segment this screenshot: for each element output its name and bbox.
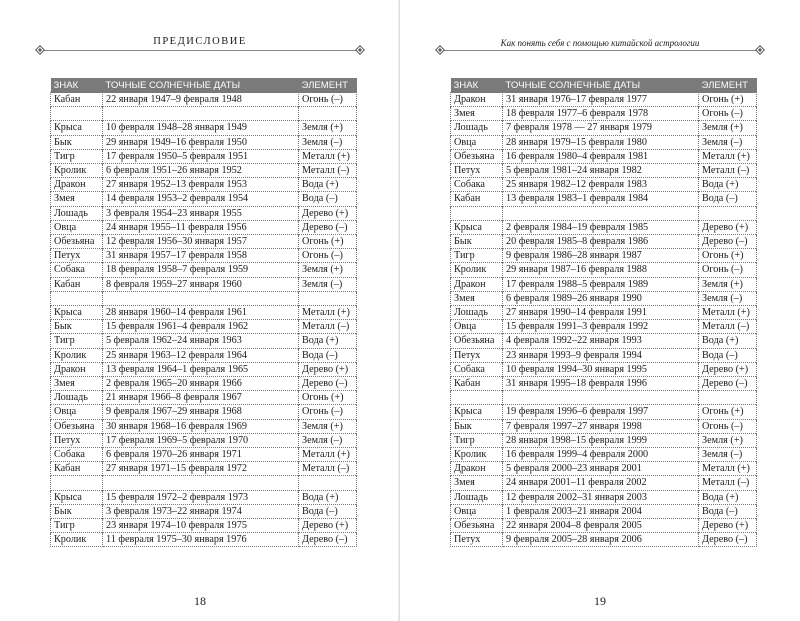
- sign-cell: [51, 291, 103, 305]
- element-cell: Огонь (–): [299, 405, 357, 419]
- dates-cell: 27 января 1990–14 февраля 1991: [503, 306, 699, 320]
- page-number: 19: [594, 594, 606, 608]
- dates-cell: 23 января 1993–9 февраля 1994: [503, 348, 699, 362]
- element-cell: Земля (+): [699, 433, 757, 447]
- dates-cell: 14 февраля 1953–2 февраля 1954: [103, 192, 299, 206]
- sign-cell: Тигр: [51, 334, 103, 348]
- table-row: [51, 192, 357, 206]
- table-row: [51, 448, 357, 462]
- element-cell: Дерево (+): [299, 206, 357, 220]
- dates-cell: 6 февраля 1989–26 января 1990: [503, 291, 699, 305]
- table-row: [51, 391, 357, 405]
- dates-cell: 15 февраля 1991–3 февраля 1992: [503, 320, 699, 334]
- sign-cell: Овца: [51, 405, 103, 419]
- table-row: [451, 377, 757, 391]
- element-cell: Огонь (–): [299, 249, 357, 263]
- element-cell: Огонь (+): [699, 405, 757, 419]
- dates-cell: 24 января 1955–11 февраля 1956: [103, 220, 299, 234]
- dates-cell: 10 февраля 1948–28 января 1949: [103, 121, 299, 135]
- element-cell: Огонь (+): [299, 391, 357, 405]
- table-row: [51, 306, 357, 320]
- element-cell: Огонь (+): [299, 235, 357, 249]
- sign-cell: Лошадь: [451, 490, 503, 504]
- sign-cell: Петух: [451, 348, 503, 362]
- dates-cell: 15 февраля 1961–4 февраля 1962: [103, 320, 299, 334]
- sign-cell: Петух: [51, 433, 103, 447]
- sign-cell: Собака: [451, 362, 503, 376]
- table-row: [451, 263, 757, 277]
- dates-cell: 25 января 1982–12 февраля 1983: [503, 178, 699, 192]
- dates-cell: 10 февраля 1994–30 января 1995: [503, 362, 699, 376]
- table-row: [451, 220, 757, 234]
- element-cell: Земля (–): [299, 433, 357, 447]
- dates-cell: [503, 206, 699, 220]
- header-sign: ЗНАК: [451, 78, 503, 93]
- sign-cell: Обезьяна: [451, 334, 503, 348]
- element-cell: Вода (+): [299, 334, 357, 348]
- table-row: [51, 490, 357, 504]
- sign-cell: Тигр: [51, 519, 103, 533]
- dates-cell: 6 февраля 1951–26 января 1952: [103, 164, 299, 178]
- sign-cell: Лошадь: [451, 306, 503, 320]
- sign-cell: Змея: [451, 107, 503, 121]
- element-cell: Вода (+): [299, 490, 357, 504]
- spacer-row: [51, 107, 357, 121]
- element-cell: Вода (–): [699, 348, 757, 362]
- table-header-row: [51, 78, 357, 93]
- sign-cell: Змея: [51, 377, 103, 391]
- dates-cell: 18 февраля 1977–6 февраля 1978: [503, 107, 699, 121]
- dates-cell: 12 февраля 1956–30 января 1957: [103, 235, 299, 249]
- table-row: [451, 235, 757, 249]
- dates-cell: 27 января 1971–15 февраля 1972: [103, 462, 299, 476]
- sign-cell: Дракон: [451, 277, 503, 291]
- sign-cell: Собака: [451, 178, 503, 192]
- header-element: ЭЛЕМЕНТ: [699, 78, 757, 93]
- sign-cell: Кабан: [451, 377, 503, 391]
- spacer-row: [51, 291, 357, 305]
- dates-cell: 25 января 1963–12 февраля 1964: [103, 348, 299, 362]
- running-head-title: Как понять себя с помощью китайской астрологии: [436, 38, 764, 48]
- table-row: [51, 220, 357, 234]
- sign-cell: Петух: [451, 533, 503, 547]
- spacer-row: [51, 476, 357, 490]
- table-row: [451, 533, 757, 547]
- sign-cell: Кролик: [51, 533, 103, 547]
- dates-cell: 12 февраля 2002–31 января 2003: [503, 490, 699, 504]
- dates-cell: [503, 391, 699, 405]
- table-row: [451, 476, 757, 490]
- element-cell: Вода (+): [699, 178, 757, 192]
- dates-cell: 17 февраля 1988–5 февраля 1989: [503, 277, 699, 291]
- table-row: [51, 164, 357, 178]
- header-dates: ТОЧНЫЕ СОЛНЕЧНЫЕ ДАТЫ: [103, 78, 299, 93]
- table-row: [451, 348, 757, 362]
- sign-cell: Дракон: [451, 93, 503, 107]
- element-cell: Земля (+): [299, 419, 357, 433]
- dates-cell: 8 февраля 1959–27 января 1960: [103, 277, 299, 291]
- element-cell: Металл (–): [699, 476, 757, 490]
- dates-cell: 1 февраля 2003–21 января 2004: [503, 504, 699, 518]
- dates-cell: 16 февраля 1999–4 февраля 2000: [503, 448, 699, 462]
- dates-cell: 2 февраля 1965–20 января 1966: [103, 377, 299, 391]
- dates-cell: 5 февраля 1981–24 января 1982: [503, 164, 699, 178]
- table-row: [451, 433, 757, 447]
- dates-cell: 23 января 1974–10 февраля 1975: [103, 519, 299, 533]
- table-header-row: [451, 78, 757, 93]
- dates-cell: 3 февраля 1954–23 января 1955: [103, 206, 299, 220]
- sign-cell: Петух: [451, 164, 503, 178]
- dates-cell: 19 февраля 1996–6 февраля 1997: [503, 405, 699, 419]
- spacer-row: [451, 391, 757, 405]
- table-row: [51, 249, 357, 263]
- dates-cell: 2 февраля 1984–19 февраля 1985: [503, 220, 699, 234]
- element-cell: Вода (–): [699, 192, 757, 206]
- element-cell: Вода (–): [299, 504, 357, 518]
- sign-cell: Бык: [51, 320, 103, 334]
- table-row: [451, 107, 757, 121]
- table-row: [51, 533, 357, 547]
- table-row: [451, 504, 757, 518]
- element-cell: Дерево (+): [699, 220, 757, 234]
- sign-cell: Обезьяна: [451, 519, 503, 533]
- dates-cell: 11 февраля 1975–30 января 1976: [103, 533, 299, 547]
- sign-cell: Кролик: [451, 448, 503, 462]
- dates-cell: 9 февраля 1986–28 января 1987: [503, 249, 699, 263]
- element-cell: Огонь (–): [699, 419, 757, 433]
- dates-cell: 29 января 1987–16 февраля 1988: [503, 263, 699, 277]
- sign-cell: Кабан: [51, 93, 103, 107]
- dates-cell: 28 января 1960–14 февраля 1961: [103, 306, 299, 320]
- table-row: [51, 462, 357, 476]
- element-cell: Дерево (–): [299, 533, 357, 547]
- element-cell: Огонь (–): [699, 263, 757, 277]
- sign-cell: Бык: [451, 235, 503, 249]
- table-row: [451, 291, 757, 305]
- running-head: [36, 36, 364, 60]
- sign-cell: Собака: [51, 448, 103, 462]
- element-cell: Металл (–): [299, 462, 357, 476]
- dates-cell: 6 февраля 1970–26 января 1971: [103, 448, 299, 462]
- dates-cell: 31 января 1995–18 февраля 1996: [503, 377, 699, 391]
- header-dates: ТОЧНЫЕ СОЛНЕЧНЫЕ ДАТЫ: [503, 78, 699, 93]
- element-cell: Металл (+): [699, 149, 757, 163]
- element-cell: Дерево (+): [699, 519, 757, 533]
- dates-cell: 15 февраля 1972–2 февраля 1973: [103, 490, 299, 504]
- element-cell: Земля (–): [299, 277, 357, 291]
- dates-cell: 17 февраля 1950–5 февраля 1951: [103, 149, 299, 163]
- table-row: [51, 206, 357, 220]
- table-row: [51, 433, 357, 447]
- table-row: [451, 419, 757, 433]
- element-cell: [299, 291, 357, 305]
- sign-cell: [451, 206, 503, 220]
- dates-cell: 16 февраля 1980–4 февраля 1981: [503, 149, 699, 163]
- sign-cell: Кролик: [51, 164, 103, 178]
- element-cell: Дерево (–): [299, 220, 357, 234]
- element-cell: Вода (+): [299, 178, 357, 192]
- element-cell: Дерево (+): [299, 362, 357, 376]
- element-cell: [299, 107, 357, 121]
- sign-cell: Змея: [451, 291, 503, 305]
- table-row: [51, 135, 357, 149]
- head-rule: [36, 50, 364, 51]
- table-row: [51, 377, 357, 391]
- sign-cell: Лошадь: [51, 206, 103, 220]
- element-cell: [699, 206, 757, 220]
- sign-cell: Лошадь: [451, 121, 503, 135]
- table-row: [451, 405, 757, 419]
- table-row: [451, 519, 757, 533]
- element-cell: Вода (–): [299, 192, 357, 206]
- dates-cell: 17 февраля 1969–5 февраля 1970: [103, 433, 299, 447]
- running-head: [436, 36, 764, 60]
- sign-cell: [51, 476, 103, 490]
- table-row: [51, 277, 357, 291]
- element-cell: Земля (–): [699, 135, 757, 149]
- dates-cell: 5 февраля 2000–23 января 2001: [503, 462, 699, 476]
- dates-cell: 31 января 1957–17 февраля 1958: [103, 249, 299, 263]
- sign-cell: Собака: [51, 263, 103, 277]
- spacer-row: [451, 206, 757, 220]
- table-row: [51, 263, 357, 277]
- element-cell: [299, 476, 357, 490]
- element-cell: Металл (–): [299, 164, 357, 178]
- element-cell: Огонь (+): [699, 249, 757, 263]
- table-row: [51, 149, 357, 163]
- sign-cell: Петух: [51, 249, 103, 263]
- table-row: [451, 192, 757, 206]
- dates-cell: 28 января 1998–15 февраля 1999: [503, 433, 699, 447]
- table-row: [451, 320, 757, 334]
- dates-cell: [103, 476, 299, 490]
- element-cell: Металл (+): [299, 306, 357, 320]
- sign-cell: Крыса: [451, 220, 503, 234]
- table-row: [451, 277, 757, 291]
- element-cell: Дерево (–): [699, 377, 757, 391]
- header-sign: ЗНАК: [51, 78, 103, 93]
- table-row: [451, 448, 757, 462]
- element-cell: Металл (+): [699, 462, 757, 476]
- table-row: [451, 334, 757, 348]
- element-cell: Дерево (–): [699, 533, 757, 547]
- dates-cell: 24 января 2001–11 февраля 2002: [503, 476, 699, 490]
- sign-cell: Кролик: [51, 348, 103, 362]
- sign-cell: Бык: [451, 419, 503, 433]
- sign-cell: Кабан: [51, 462, 103, 476]
- table-row: [451, 121, 757, 135]
- dates-cell: 3 февраля 1973–22 января 1974: [103, 504, 299, 518]
- element-cell: Дерево (–): [699, 235, 757, 249]
- table-row: [51, 419, 357, 433]
- element-cell: Вода (–): [299, 348, 357, 362]
- sign-cell: Овца: [451, 320, 503, 334]
- dates-cell: [103, 107, 299, 121]
- dates-cell: 5 февраля 1962–24 января 1963: [103, 334, 299, 348]
- sign-cell: Крыса: [51, 121, 103, 135]
- dates-cell: [103, 291, 299, 305]
- sign-cell: [451, 391, 503, 405]
- table-row: [51, 121, 357, 135]
- table-row: [51, 405, 357, 419]
- sign-cell: Тигр: [451, 249, 503, 263]
- dates-cell: 4 февраля 1992–22 января 1993: [503, 334, 699, 348]
- dates-cell: 7 февраля 1978 — 27 января 1979: [503, 121, 699, 135]
- element-cell: [699, 391, 757, 405]
- table-row: [451, 149, 757, 163]
- table-row: [451, 362, 757, 376]
- element-cell: Земля (+): [299, 121, 357, 135]
- element-cell: Металл (+): [299, 448, 357, 462]
- sign-cell: Дракон: [51, 362, 103, 376]
- sign-cell: [51, 107, 103, 121]
- element-cell: Металл (–): [699, 164, 757, 178]
- element-cell: Земля (+): [699, 121, 757, 135]
- dates-cell: 9 февраля 1967–29 января 1968: [103, 405, 299, 419]
- table-row: [51, 93, 357, 107]
- sign-cell: Бык: [51, 135, 103, 149]
- element-cell: Металл (–): [299, 320, 357, 334]
- element-cell: Земля (–): [699, 291, 757, 305]
- dates-cell: 22 января 1947–9 февраля 1948: [103, 93, 299, 107]
- dates-cell: 7 февраля 1997–27 января 1998: [503, 419, 699, 433]
- sign-cell: Тигр: [451, 433, 503, 447]
- sign-cell: Бык: [51, 504, 103, 518]
- table-row: [451, 490, 757, 504]
- table-row: [451, 93, 757, 107]
- sign-cell: Лошадь: [51, 391, 103, 405]
- sign-cell: Змея: [51, 192, 103, 206]
- element-cell: Огонь (+): [699, 93, 757, 107]
- dates-cell: 9 февраля 2005–28 января 2006: [503, 533, 699, 547]
- element-cell: Огонь (–): [299, 93, 357, 107]
- running-head-title: ПРЕДИСЛОВИЕ: [36, 36, 364, 47]
- right-page: [400, 0, 800, 621]
- element-cell: Металл (–): [699, 320, 757, 334]
- dates-cell: 13 февраля 1983–1 февраля 1984: [503, 192, 699, 206]
- element-cell: Земля (+): [299, 263, 357, 277]
- table-row: [451, 164, 757, 178]
- table-row: [51, 320, 357, 334]
- sign-cell: Обезьяна: [451, 149, 503, 163]
- table-row: [51, 348, 357, 362]
- table-row: [51, 334, 357, 348]
- dates-cell: 30 января 1968–16 февраля 1969: [103, 419, 299, 433]
- sign-dates-table: [50, 78, 357, 547]
- table-row: [51, 178, 357, 192]
- sign-cell: Крыса: [51, 490, 103, 504]
- element-cell: Земля (+): [699, 277, 757, 291]
- sign-cell: Обезьяна: [51, 419, 103, 433]
- element-cell: Дерево (+): [299, 519, 357, 533]
- dates-cell: 29 января 1949–16 февраля 1950: [103, 135, 299, 149]
- page-number: 18: [194, 594, 206, 608]
- element-cell: Земля (–): [699, 448, 757, 462]
- header-element: ЭЛЕМЕНТ: [299, 78, 357, 93]
- element-cell: Вода (+): [699, 490, 757, 504]
- table-row: [451, 135, 757, 149]
- sign-dates-table: [450, 78, 757, 547]
- sign-cell: Кролик: [451, 263, 503, 277]
- sign-cell: Овца: [51, 220, 103, 234]
- sign-cell: Кабан: [451, 192, 503, 206]
- dates-cell: 13 февраля 1964–1 февраля 1965: [103, 362, 299, 376]
- sign-cell: Овца: [451, 504, 503, 518]
- sign-cell: Змея: [451, 476, 503, 490]
- sign-cell: Овца: [451, 135, 503, 149]
- element-cell: Дерево (–): [299, 377, 357, 391]
- dates-cell: 21 января 1966–8 февраля 1967: [103, 391, 299, 405]
- table-row: [451, 178, 757, 192]
- table-row: [451, 249, 757, 263]
- element-cell: Металл (+): [699, 306, 757, 320]
- table-row: [51, 235, 357, 249]
- dates-cell: 18 февраля 1958–7 февраля 1959: [103, 263, 299, 277]
- dates-cell: 27 января 1952–13 февраля 1953: [103, 178, 299, 192]
- element-cell: Вода (–): [699, 504, 757, 518]
- head-rule: [436, 50, 764, 51]
- dates-cell: 28 января 1979–15 февраля 1980: [503, 135, 699, 149]
- element-cell: Металл (+): [299, 149, 357, 163]
- sign-cell: Дракон: [451, 462, 503, 476]
- element-cell: Дерево (+): [699, 362, 757, 376]
- sign-cell: Крыса: [51, 306, 103, 320]
- element-cell: Земля (–): [299, 135, 357, 149]
- dates-cell: 31 января 1976–17 февраля 1977: [503, 93, 699, 107]
- sign-cell: Обезьяна: [51, 235, 103, 249]
- table-row: [51, 504, 357, 518]
- dates-cell: 22 января 2004–8 февраля 2005: [503, 519, 699, 533]
- sign-cell: Кабан: [51, 277, 103, 291]
- table-row: [451, 462, 757, 476]
- table-row: [51, 519, 357, 533]
- sign-cell: Тигр: [51, 149, 103, 163]
- sign-cell: Крыса: [451, 405, 503, 419]
- dates-cell: 20 февраля 1985–8 февраля 1986: [503, 235, 699, 249]
- table-row: [451, 306, 757, 320]
- element-cell: Огонь (–): [699, 107, 757, 121]
- element-cell: Вода (+): [699, 334, 757, 348]
- table-row: [51, 362, 357, 376]
- sign-cell: Дракон: [51, 178, 103, 192]
